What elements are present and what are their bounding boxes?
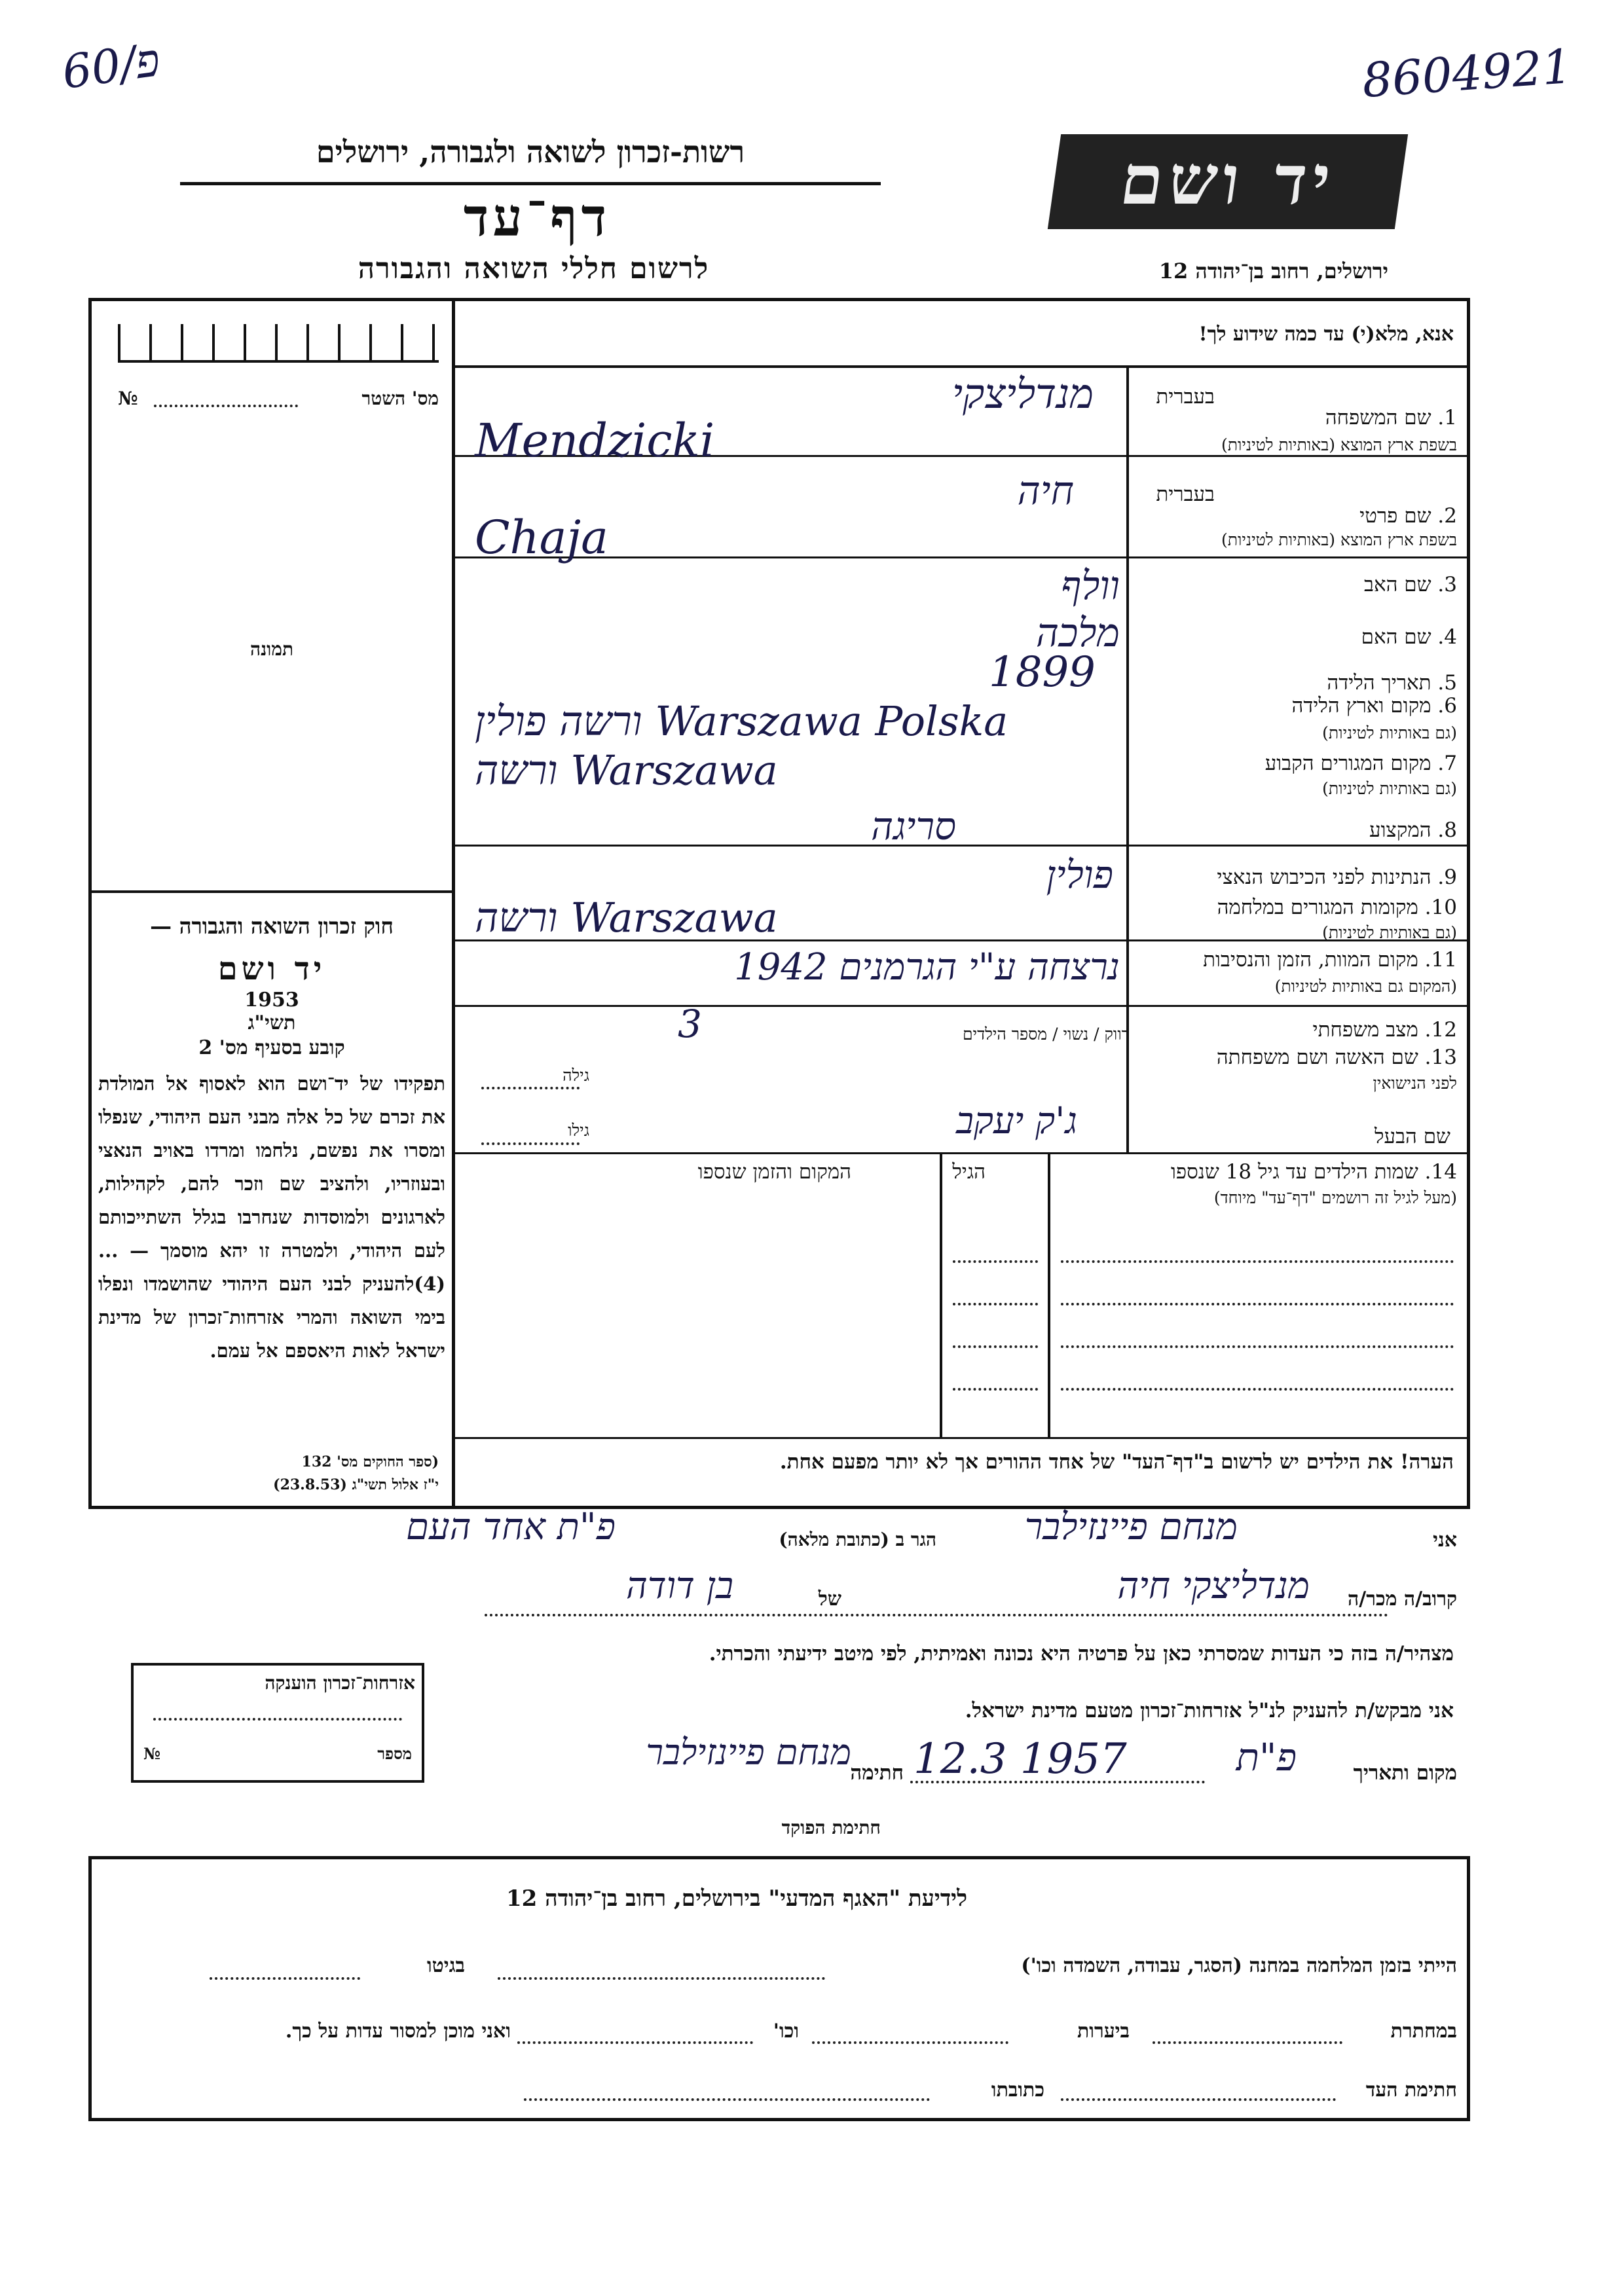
authority-underline (180, 182, 881, 185)
signature-label: חתימה (850, 1761, 904, 1785)
child-age-line (953, 1260, 1038, 1263)
row-divider (455, 1152, 1470, 1154)
law-reference-2: י"ז אלול תשי"ג (23.8.53) (273, 1476, 439, 1493)
husband-age-line (481, 1142, 580, 1145)
f1-latin-value[interactable]: Mendzicki (475, 414, 715, 467)
f13-sublabel: לפני הנישואין (1373, 1074, 1457, 1093)
photo-box-bottom (92, 890, 453, 893)
f3-label: 3. שם האב (1364, 573, 1457, 596)
f2-hebrew-value[interactable]: חיה (1017, 468, 1074, 514)
child-row-line (1061, 1345, 1454, 1348)
bottom-line2-c: וכו' (773, 2020, 799, 2043)
witness-signature-line (1061, 2098, 1336, 2101)
child-row-line (1061, 1260, 1454, 1263)
citizenship-request: אני מבקש/ת להעניק לנ"ל אזרחות־זכרון מטעם מדינת ישראל. (965, 1699, 1454, 1722)
yad-vashem-logo (1048, 134, 1408, 229)
intro-instruction: אנא, מלא(י) עד כמה שידוע לך! (1198, 323, 1454, 346)
witness-address-label: כתובתו (991, 2079, 1044, 2102)
children-note: הערה! את הילדים יש לרשום ב"דף־העד" של אחד ההורים אך לא יותר מפעם אחת. (779, 1450, 1454, 1474)
wife-age-label: גילה (563, 1066, 589, 1085)
f3-value[interactable]: וולף (1061, 563, 1120, 609)
child-row-line (1061, 1303, 1454, 1305)
relation-person[interactable]: מנדליצקי חיה (1117, 1565, 1310, 1607)
row-divider (455, 845, 1470, 847)
law-year-heb: תשי"ג (248, 1011, 296, 1034)
place-value[interactable]: פ"ת (1236, 1735, 1297, 1779)
f6-sublabel: (גם באותיות לטיניות) (1322, 723, 1457, 742)
declarant-address-label: הגר ב (כתובת מלאה) (779, 1529, 936, 1550)
bottom-line1-fill (498, 1977, 825, 1980)
relation-label: קרוב/ה מכר/ה (1348, 1588, 1457, 1611)
place-date-label: מקום ותאריך (1353, 1761, 1457, 1785)
f10-value[interactable]: ורשה Warszawa (475, 894, 778, 941)
list-no-line (154, 405, 298, 407)
bottom-line2-fill-b (812, 2041, 1008, 2044)
law-title: חוק זכרון השואה והגבורה — (150, 913, 394, 939)
f1-label: 1. שם המשפחה (1325, 406, 1457, 429)
f13-label: 13. שם האשה ושם משפחתה (1216, 1046, 1457, 1069)
f2-sublabel: בשפת ארץ המוצא (באותיות לטיניות) (1221, 530, 1457, 549)
stamp-number-sym: № (143, 1744, 161, 1763)
bottom-line1-fill2 (210, 1977, 360, 1980)
bottom-line1-end: בגיטו (426, 1954, 465, 1977)
f9-label: 9. הנתינות לפני הכיבוש הנאצי (1217, 866, 1457, 889)
f7-sublabel: (גם באותיות לטיניות) (1322, 779, 1457, 798)
list-no-sym: № (118, 388, 138, 409)
f1-sublabel: בשפת ארץ המוצא (באותיות לטיניות) (1221, 435, 1457, 454)
list-no-label-text: מס' השטר (361, 388, 439, 409)
f7-label: 7. מקום המגורים הקבוע (1264, 752, 1457, 775)
relation-line (485, 1614, 1388, 1616)
form-subtitle: לרשום חללי השואה והגבורה (358, 252, 710, 285)
witness-signature-label: חתימת העד (1365, 2079, 1457, 2102)
corner-file-number: 8604921 (1360, 38, 1574, 109)
husband-age-label: גילו (568, 1121, 589, 1140)
relation-of-label: של (818, 1588, 841, 1611)
f14-sublabel: (מעל לגיל זה רושמים "דף־עד" מיוחד) (1213, 1188, 1457, 1207)
f8-label: 8. המקצוע (1369, 818, 1457, 842)
witness-address-line (524, 2098, 930, 2101)
law-section: קובע בסעיף מס' 2 (198, 1036, 345, 1059)
declarant-name[interactable]: מנחם פיינזילבר (1024, 1506, 1238, 1548)
law-name: יד ושם (217, 951, 326, 987)
f7-value[interactable]: ורשה Warszawa (475, 746, 778, 794)
f6-value[interactable]: ורשה פולין Warszawa Polska (475, 697, 1008, 745)
f12-children-value[interactable]: 3 (678, 1002, 702, 1046)
bottom-line2-fill-c (517, 2041, 753, 2044)
bottom-line1: הייתי בזמן המלחמה במחנה (הסגר, עבודה, השמדה וכו') (1021, 1954, 1457, 1977)
f14-place-header: המקום והזמן שנספו (697, 1160, 851, 1184)
intro-divider (455, 365, 1467, 368)
declarant-address[interactable]: פ"ת אחד העם (406, 1506, 616, 1548)
declarant-prefix: אני (1433, 1529, 1457, 1552)
bottom-line2-a: במחתרת (1390, 2020, 1457, 2043)
husband-label: שם הבעל (1375, 1125, 1450, 1148)
bottom-line2-fill-a (1153, 2041, 1342, 2044)
stamp-title: אזרחות־זכרון הוענקה (265, 1672, 415, 1694)
f10-sublabel: (גם באותיות לטיניות) (1322, 923, 1457, 942)
date-value[interactable]: 12.3 1957 (913, 1735, 1127, 1783)
f9-value[interactable]: פולין (1046, 852, 1113, 897)
photo-label: תמונה (249, 638, 294, 660)
place-date-line (910, 1781, 1205, 1783)
f1-hebrew-tag: בעברית (1156, 385, 1215, 409)
bottom-line2-end: ואני מוכן למסור עדות על כך. (285, 2020, 511, 2043)
child-age-line (953, 1303, 1038, 1305)
children-col-divider (940, 1152, 942, 1437)
citizenship-stamp-box (131, 1663, 424, 1783)
relation-value[interactable]: בן דודה (625, 1565, 733, 1607)
f2-hebrew-tag: בעברית (1156, 483, 1215, 506)
authority-title: רשות-זכרון לשואה ולגבורה, ירושלים (316, 134, 745, 170)
law-text: תפקידו של יד־ושם הוא לאסוף אל המולדת את זכרם של כל אלה מבני העם היהודי, שנפלו ומסרו את נפשם, נלחמו ומרדו באויב הנאצי ובעוזריו, ולהציב שם וזכר להם, לקהילות, לארגונים ולמוסדות שנחרבו בגלל השתייכותם לעם היהודי, ולמטרה זו יהא מוסמך — ...(4)להעניק לבני העם היהודי שהושמדו ונפלו בימי השואה והמרי אזרחות־זכרון של מדינת ישראל לאות היאספם אל עמם. (98, 1072, 445, 1362)
f4-label: 4. שם האם (1361, 625, 1457, 649)
row-divider (455, 1437, 1470, 1439)
law-reference-1: (ספר החוקים מס' 132 (301, 1453, 439, 1470)
bottom-title: לידיעת "האגף המדעי" בירושלים, רחוב בן־יהודה 12 (506, 1886, 967, 1912)
f4-value[interactable]: מלכה (1035, 610, 1120, 656)
declaration-statement: מצהיר/ה בזה כי העדות שמסרתי כאן על פרטיה היא נכונה ואמיתית, לפי מיטב ידיעתי והכרתי. (709, 1642, 1454, 1666)
wife-age-line (481, 1087, 580, 1089)
husband-value[interactable]: ג'ק יעקב (956, 1100, 1077, 1142)
official-signature-label: חתימת הפוקד (781, 1817, 881, 1838)
f5-label: 5. תאריך הלידה (1327, 671, 1457, 695)
list-number-ticks (118, 324, 439, 363)
child-row-line (1061, 1388, 1454, 1391)
law-year: 1953 (244, 989, 299, 1011)
row-divider (455, 1005, 1470, 1007)
child-age-line (953, 1388, 1038, 1391)
address: ירושלים, רחוב בן־יהודה 12 (1158, 259, 1388, 283)
stamp-line (153, 1718, 402, 1721)
f8-value[interactable]: סריגה (871, 804, 956, 848)
f10-label: 10. מקומות המגורים במלחמה (1217, 896, 1457, 919)
f6-label: 6. מקום וארץ הלידה (1291, 694, 1457, 718)
logo-text: יד ושם (1115, 139, 1341, 220)
f11-sublabel: (המקום גם באותיות לטיניות) (1274, 977, 1457, 996)
child-age-line (953, 1345, 1038, 1348)
corner-note-left: 60/פ (58, 33, 164, 100)
f2-label: 2. שם פרטי (1359, 504, 1457, 528)
f11-label: 11. מקום המוות, הזמן והנסיבות (1203, 948, 1457, 972)
f12-options: רווק / נשוי / מספר הילדים (962, 1025, 1130, 1044)
stamp-number-label: מספר (377, 1744, 412, 1763)
form-title: דף־עד (463, 187, 611, 248)
f11-value[interactable]: נרצחה ע"י הגרמנים 1942 (734, 946, 1120, 989)
signature-value[interactable]: מנחם פיינזילבר (646, 1732, 851, 1773)
f14-age-header: הגיל (952, 1160, 986, 1184)
f1-hebrew-value[interactable]: מנדליצקי (951, 370, 1094, 418)
f12-label: 12. מצב משפחתי (1312, 1018, 1457, 1042)
left-panel-divider (452, 300, 455, 1506)
bottom-line2-b: ביערות (1077, 2020, 1130, 2043)
f5-value[interactable]: 1899 (989, 648, 1096, 697)
f2-latin-value[interactable]: Chaja (475, 511, 608, 564)
children-col-divider (1048, 1152, 1050, 1437)
f14-label: 14. שמות הילדים עד גיל 18 שנספו (1170, 1160, 1457, 1184)
